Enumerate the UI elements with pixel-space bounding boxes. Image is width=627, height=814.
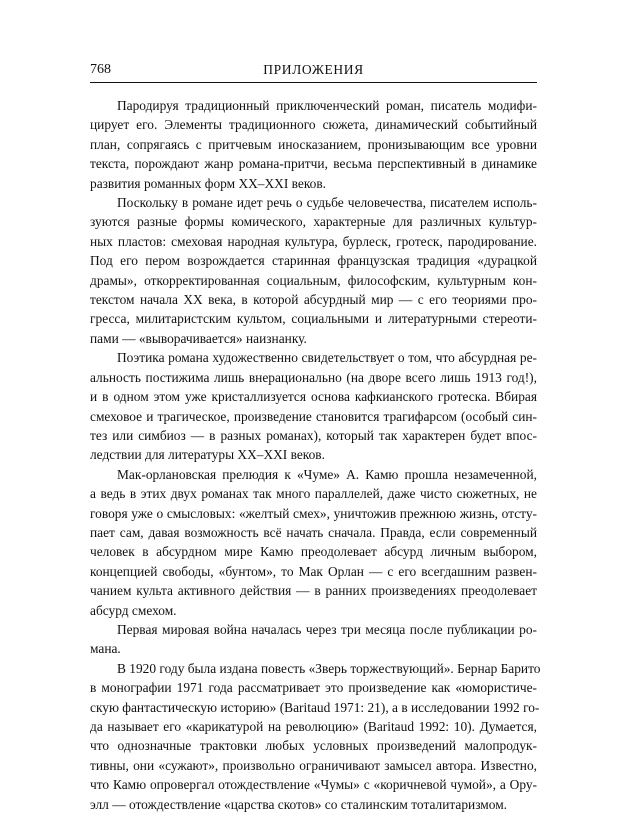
text-line: Первая мировая война началась через три месяца после публикации ро- <box>117 621 537 637</box>
text-line: Под его пером возрождается старинная французская традиция «дурацкой <box>90 253 537 269</box>
paragraph <box>90 96 537 193</box>
paragraph <box>90 620 537 659</box>
text-line: тивны, они «сужают», произвольно ограничивают замысел автора. Известно, <box>90 757 537 773</box>
text-line: а ведь в этих двух романах так много параллелей, даже чисто сюжетных, не <box>90 486 537 502</box>
text-line: текста, порождают жанр романа-притчи, весьма перспективный в динамике <box>90 156 537 172</box>
text-line: драмы», откорректированная социальным, философским, культурным кон- <box>90 272 537 288</box>
page-number: 768 <box>90 62 111 77</box>
text-line: что Камю опровергал отождествление «Чумы» с «коричневой чумой», а Ору- <box>90 777 537 793</box>
paragraph <box>90 193 537 348</box>
text-line: ледствии для литературы XX–XXI веков. <box>90 447 325 463</box>
text-line: зуются разные формы комического, характерные для различных культур- <box>90 214 537 230</box>
running-head: ПРИЛОЖЕНИЯ <box>263 62 364 77</box>
text-line: пает сам, давая возможность всё начать сначала. Правда, если современный <box>90 524 537 540</box>
text-line: Мак-орлановская прелюдия к «Чуме» А. Камю прошла незамеченной, <box>117 466 537 482</box>
text-line: человек в абсурдном мире Камю преодолевает абсурд личным выбором, <box>90 544 537 560</box>
text-line: цирует его. Элементы традиционного сюжета, динамический событийный <box>90 117 537 133</box>
text-line: альность постижима лишь внерационально (на дворе всего лишь 1913 год!), <box>90 369 537 385</box>
text-line: элл — отождествление «царства скотов» со сталинским тоталитаризмом. <box>90 796 508 812</box>
text-line: в монографии 1971 года рассматривает это произведение как «юмористиче- <box>90 680 537 696</box>
text-line: скую фантастическую историю» (Baritaud 1971: 21), а в исследовании 1992 го- <box>90 699 540 715</box>
text-line: смеховое и трагическое, произведение становится трагифарсом (особый син- <box>90 408 537 424</box>
text-line: чанием культа активного действия — в ранних произведениях преодолевает <box>90 583 537 599</box>
text-line: Поскольку в романе идет речь о судьбе человечества, писателем исполь- <box>117 195 537 211</box>
text-line: пами — «выворачивается» наизнанку. <box>90 330 307 346</box>
text-line: текстом начала XX века, в которой абсурдный мир — с его теориями про- <box>90 292 537 308</box>
text-line: что однозначные трактовки любых условных произведений малопродук- <box>90 738 537 754</box>
text-line: да называет его «карикатурой на революцию» (Baritaud 1992: 10). Думается, <box>90 719 537 734</box>
text-line: мана. <box>90 641 121 657</box>
text-line: Поэтика романа художественно свидетельствует о том, что абсурдная ре- <box>117 350 537 366</box>
paragraph <box>90 465 537 620</box>
text-line: тез или симбиоз — в разных романах), который так характерен будет впос- <box>90 427 537 443</box>
text-line: гресса, милитаристским культом, социальными и литературными стереоти- <box>90 311 537 327</box>
text-line: концепцией свободы, «бунтом», то Мак Орлан — с его всегдашним развен- <box>90 563 537 579</box>
text-line: В 1920 году была издана повесть «Зверь торжествующий». Бернар Барито <box>117 660 541 676</box>
text-line: Пародируя традиционный приключенческий роман, писатель модифи- <box>117 98 537 113</box>
text-line: развития романных форм XX–XXI веков. <box>90 175 327 191</box>
body-text <box>90 96 541 814</box>
text-line: говоря уже о смысловых: «желтый смех», уничтожив прежнюю жизнь, отсту- <box>90 505 537 521</box>
paragraph <box>90 659 541 814</box>
text-line: ных пластов: смеховая народная культура, бурлеск, гротеск, пародирование. <box>90 233 537 249</box>
text-line: и в одном этом уже кристаллизуется основа кафкианского гротеска. Вбирая <box>90 389 537 405</box>
text-line: абсурд смехом. <box>90 602 177 618</box>
paragraph <box>90 348 537 464</box>
text-line: план, сопрягаясь с притчевым иносказанием, пронизывающим все уровни <box>90 136 537 152</box>
page-header <box>90 60 537 83</box>
